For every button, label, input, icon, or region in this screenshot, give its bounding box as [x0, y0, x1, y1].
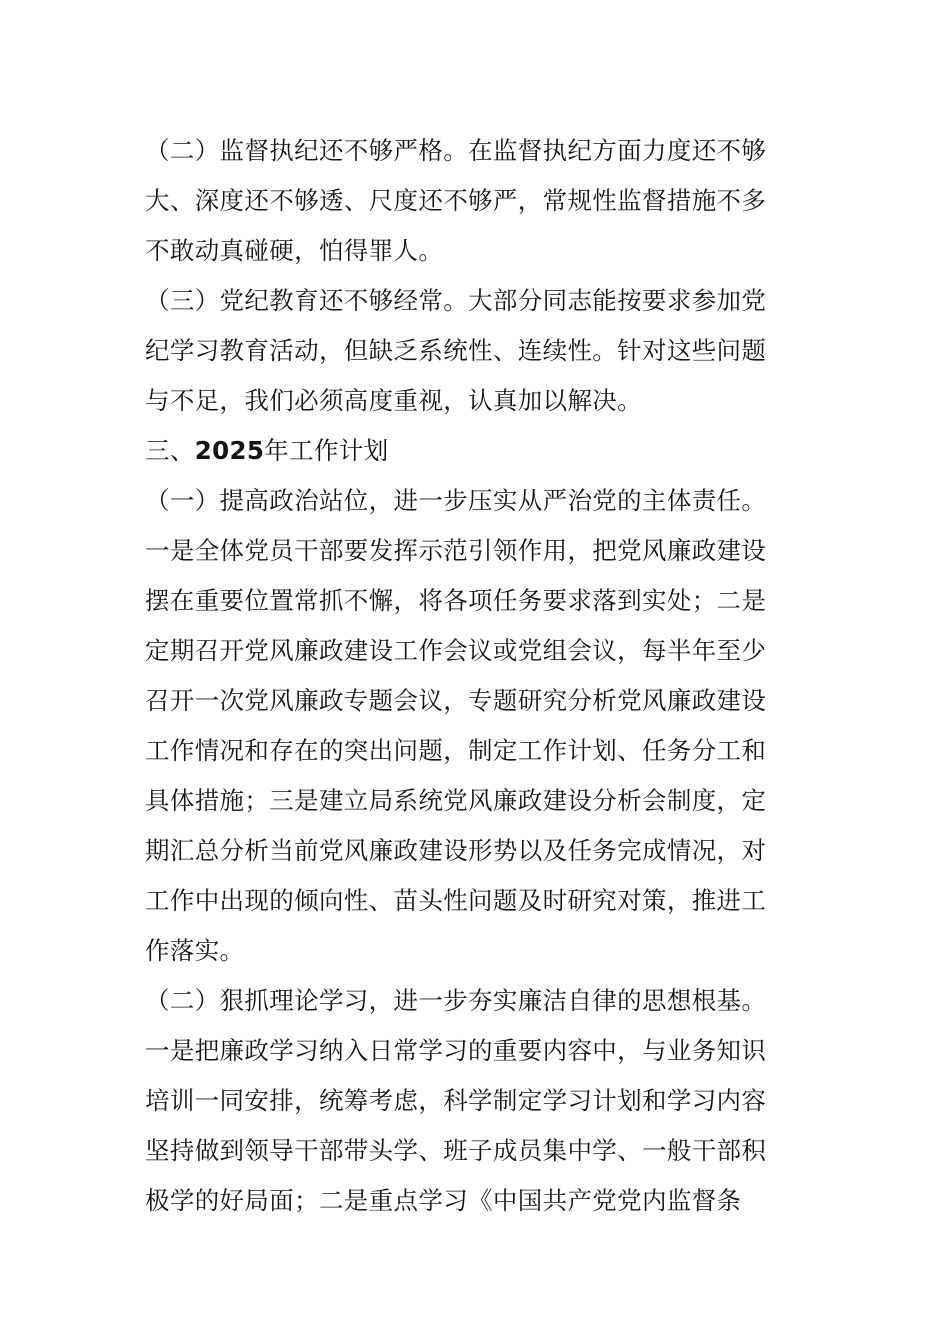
paragraph-line: 一是把廉政学习纳入日常学习的重要内容中，与业务知识 — [145, 1036, 767, 1065]
paragraph-line: 摆在重要位置常抓不懈，将各项任务要求落到实处；二是 — [145, 586, 767, 615]
paragraph-line: 一是全体党员干部要发挥示范引领作用，把党风廉政建设 — [145, 536, 767, 565]
paragraph-line: （一）提高政治站位，进一步压实从严治党的主体责任。 — [145, 486, 767, 515]
paragraph-line: 不敢动真碰硬，怕得罪人。 — [145, 236, 444, 265]
paragraph-line: （三）党纪教育还不够经常。大部分同志能按要求参加党 — [145, 286, 767, 315]
paragraph-line: 坚持做到领导干部带头学、班子成员集中学、一般干部积 — [145, 1136, 767, 1165]
paragraph-line: 纪学习教育活动，但缺乏系统性、连续性。针对这些问题 — [145, 336, 767, 365]
heading-year: 2025 — [194, 436, 265, 465]
paragraph-line: 作落实。 — [145, 936, 245, 965]
paragraph-line: 具体措施；三是建立局系统党风廉政建设分析会制度，定 — [145, 786, 767, 815]
heading-prefix: 三、 — [145, 436, 195, 465]
paragraph-line: 工作情况和存在的突出问题，制定工作计划、任务分工和 — [145, 736, 767, 765]
paragraph-line: 期汇总分析当前党风廉政建设形势以及任务完成情况，对 — [145, 836, 767, 865]
paragraph-line: 定期召开党风廉政建设工作会议或党组会议，每半年至少 — [145, 636, 767, 665]
paragraph-line: （二）狠抓理论学习，进一步夯实廉洁自律的思想根基。 — [145, 986, 767, 1015]
paragraph-line: 培训一同安排，统筹考虑，科学制定学习计划和学习内容 — [145, 1086, 767, 1115]
paragraph-line: 召开一次党风廉政专题会议，专题研究分析党风廉政建设 — [145, 686, 767, 715]
paragraph-line: 工作中出现的倾向性、苗头性问题及时研究对策，推进工 — [145, 886, 767, 915]
heading-suffix: 年工作计划 — [264, 436, 389, 465]
paragraph-line: 大、深度还不够透、尺度还不够严，常规性监督措施不多 — [145, 186, 767, 215]
paragraph-line: 极学的好局面；二是重点学习《中国共产党党内监督条 — [145, 1186, 742, 1215]
paragraph-line: （二）监督执纪还不够严格。在监督执纪方面力度还不够 — [145, 136, 767, 165]
paragraph-line: 与不足，我们必须高度重视，认真加以解决。 — [145, 386, 642, 415]
section-heading — [145, 426, 810, 476]
document-body — [145, 126, 810, 1226]
